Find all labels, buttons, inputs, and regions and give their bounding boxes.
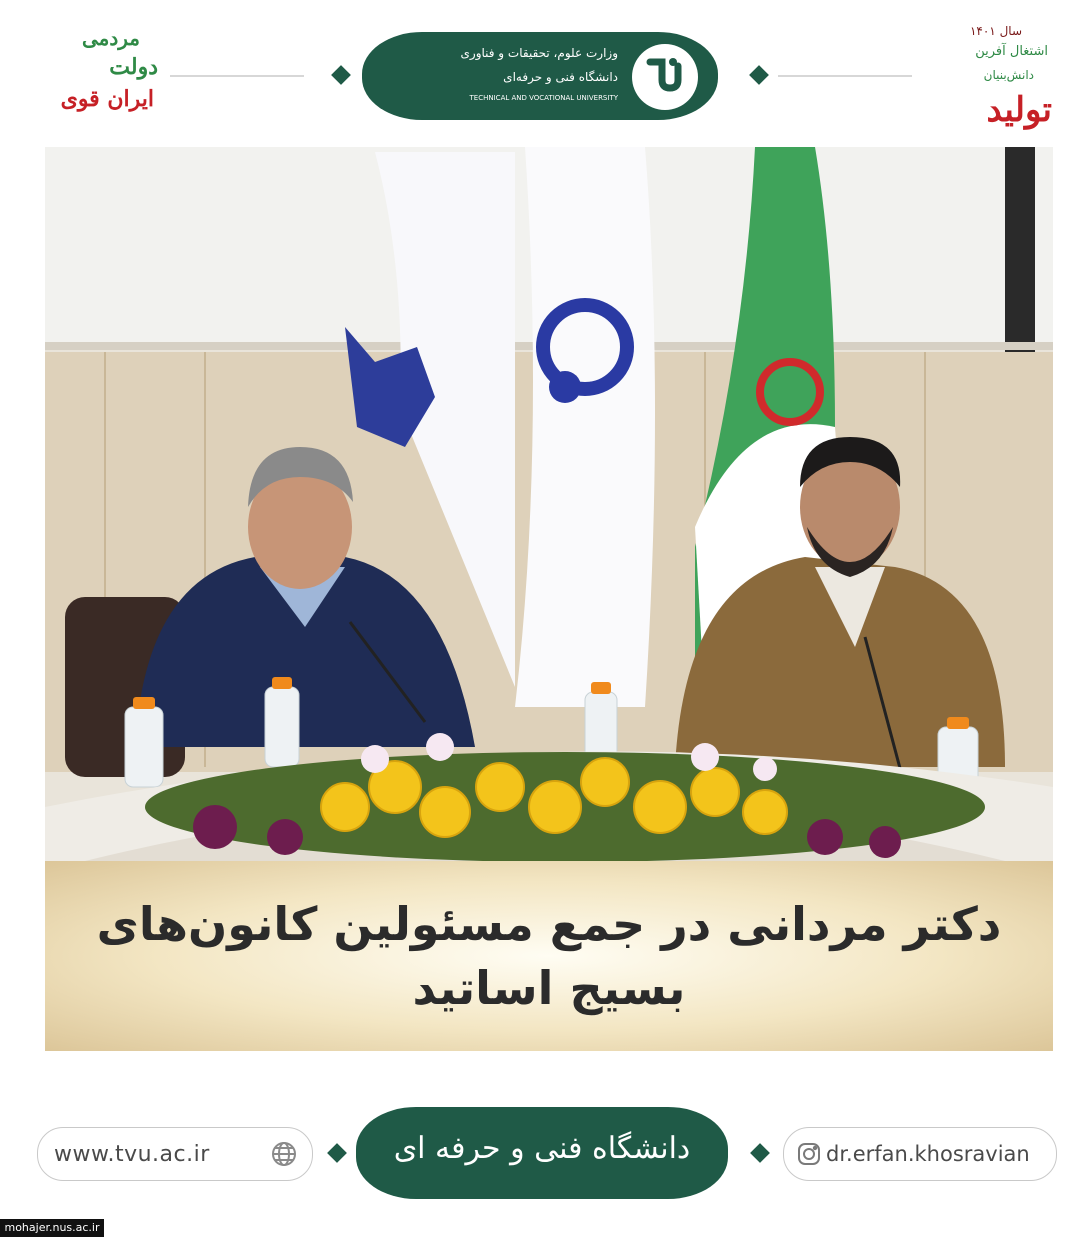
slogan-right-line3: تولید bbox=[986, 90, 1052, 130]
university-name-en: TECHNICAL AND VOCATIONAL UNIVERSITY bbox=[469, 94, 618, 102]
ornament-diamond-footer-left bbox=[327, 1143, 347, 1163]
ministry-header-badge bbox=[362, 32, 718, 120]
instagram-icon bbox=[796, 1141, 822, 1171]
instagram-handle[interactable]: dr.erfan.khosravian bbox=[826, 1142, 1030, 1166]
ornament-diamond-footer-right bbox=[750, 1143, 770, 1163]
instagram-pill[interactable] bbox=[783, 1127, 1057, 1181]
ornament-diamond-right bbox=[749, 65, 769, 85]
headline-line1: دکتر مردانی در جمع مسئولین کانون‌های bbox=[96, 897, 1002, 951]
slogan-year-production bbox=[922, 20, 1052, 130]
university-logo-icon bbox=[632, 44, 698, 110]
slogan-year: سال ۱۴۰۱ bbox=[969, 24, 1022, 38]
slogan-left-line2: دولت bbox=[109, 54, 158, 80]
source-watermark: mohajer.nus.ac.ir bbox=[0, 1219, 104, 1237]
slogan-right-line2: دانش‌بنیان bbox=[983, 68, 1034, 82]
headline-banner bbox=[45, 861, 1053, 1051]
slogan-right-line1: اشتغال آفرین bbox=[975, 44, 1048, 59]
slogan-left-line3: ایران قوی bbox=[60, 86, 154, 112]
university-name-fa: دانشگاه فنی و حرفه‌ای bbox=[503, 70, 618, 84]
website-pill[interactable] bbox=[37, 1127, 313, 1181]
slogan-strong-iran bbox=[38, 20, 158, 130]
header-divider-left bbox=[170, 75, 304, 77]
website-url[interactable]: www.tvu.ac.ir bbox=[54, 1141, 210, 1167]
university-name-footer: دانشگاه فنی و حرفه ای bbox=[393, 1131, 691, 1166]
meeting-photo bbox=[45, 147, 1053, 861]
headline-line2: بسیج اساتید bbox=[412, 961, 686, 1015]
header-divider-right bbox=[778, 75, 912, 77]
ornament-diamond-left bbox=[331, 65, 351, 85]
globe-icon bbox=[270, 1140, 298, 1172]
ministry-name: وزارت علوم، تحقیقات و فناوری bbox=[460, 46, 618, 60]
slogan-left-line1: مردمی bbox=[81, 26, 140, 50]
university-name-badge bbox=[356, 1107, 728, 1199]
